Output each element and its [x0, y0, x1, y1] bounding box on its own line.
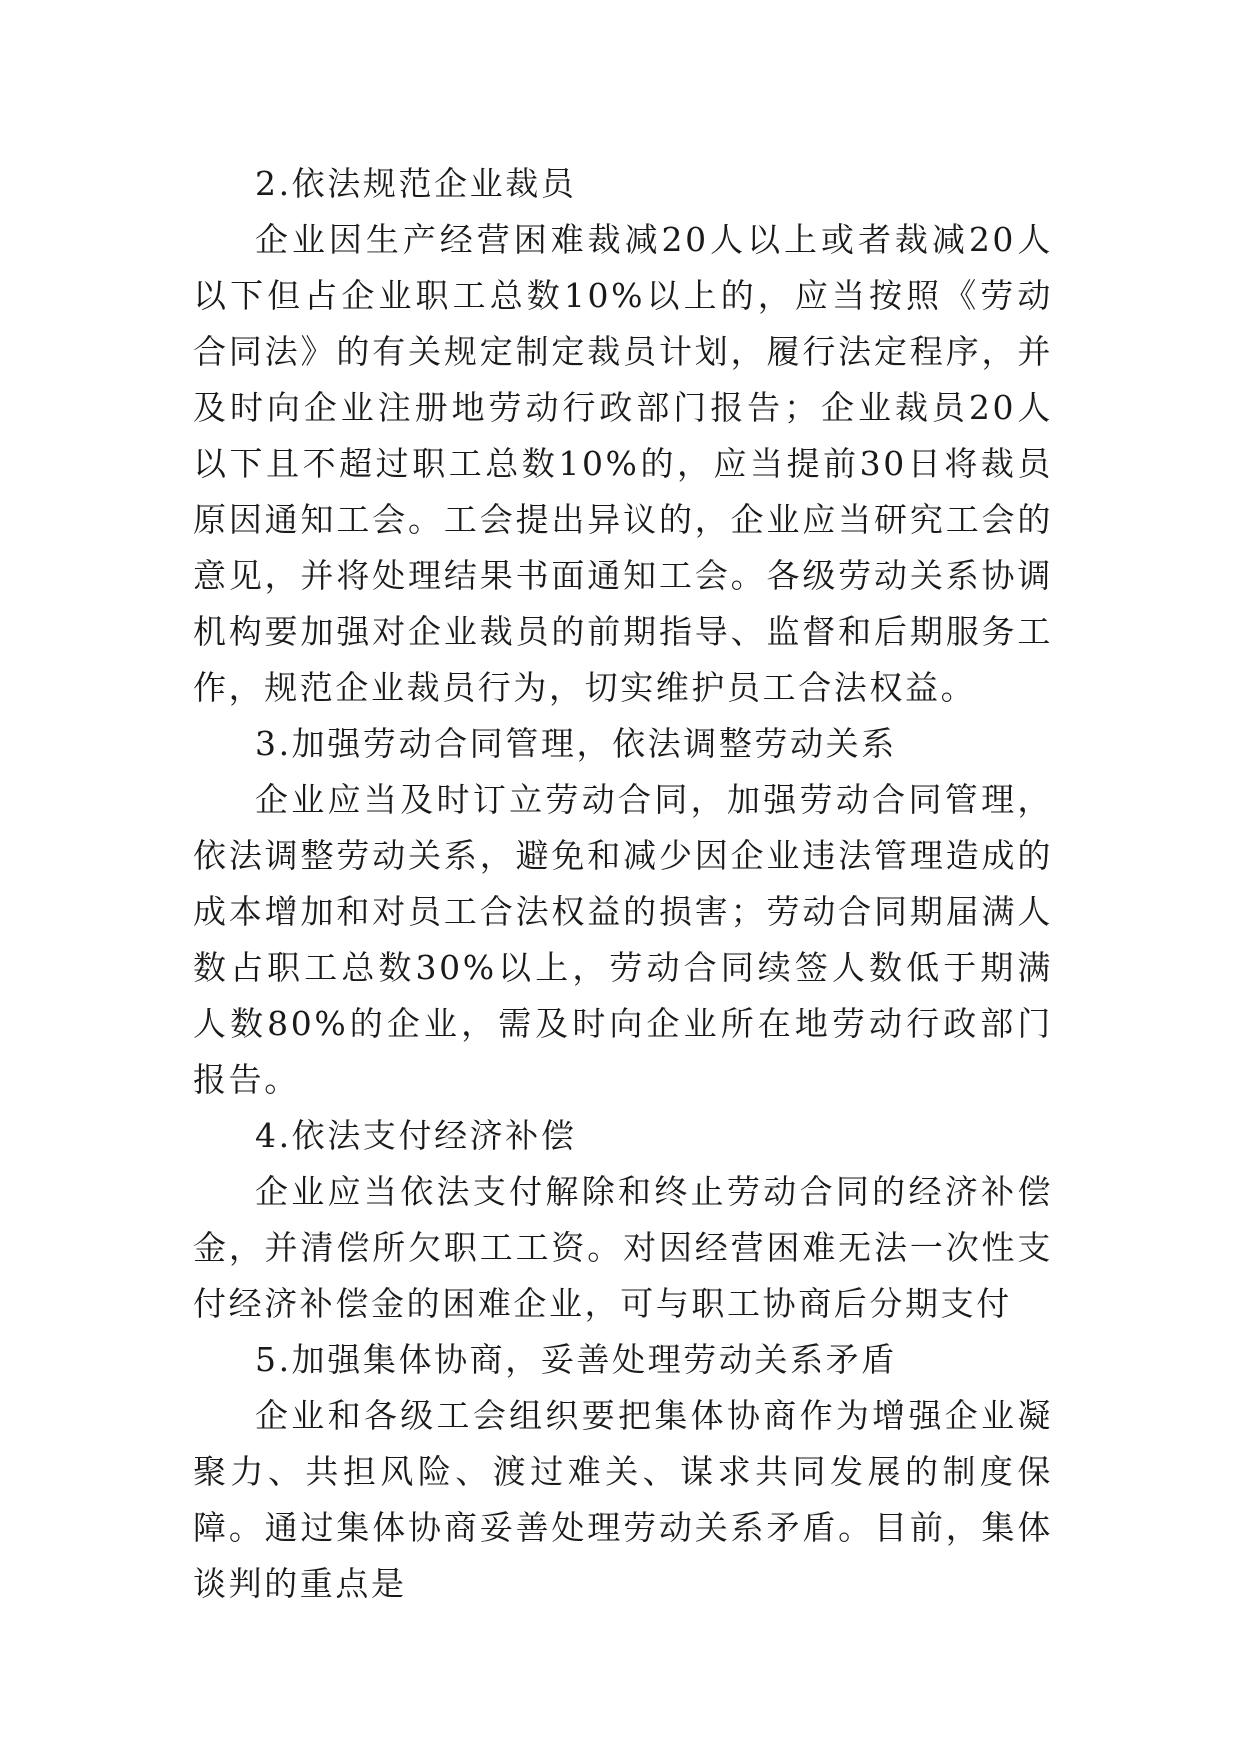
section-heading-3: 3.加强劳动合同管理，依法调整劳动关系 — [255, 724, 897, 763]
paragraph-labor-contract: 企业应当及时订立劳动合同，加强劳动合同管理，依法调整劳动关系，避免和减少因企业违法管理造成的成本增加和对员工合法权益的损害；劳动合同期届满人数占职工总数30%以上，劳动合同续签人数低于期满人数80%的企业，需及时向企业所在地劳动行政部门报告。 — [193, 780, 1053, 1099]
paragraph-layoffs: 企业因生产经营困难裁减20人以上或者裁减20人以下但占企业职工总数10%以上的，应当按照《劳动合同法》的有关规定制定裁员计划，履行法定程序，并及时向企业注册地劳动行政部门报告；企业裁员20人以下且不超过职工总数10%的，应当提前30日将裁员原因通知工会。工会提出异议的，企业应当研究工会的意见，并将处理结果书面通知工会。各级劳动关系协调机构要加强对企业裁员的前期指导、监督和后期服务工作，规范企业裁员行为，切实维护员工合法权益。 — [193, 220, 1053, 707]
section-heading-4: 4.依法支付经济补偿 — [255, 1116, 577, 1155]
section-heading-2: 2.依法规范企业裁员 — [255, 164, 577, 203]
document-body — [193, 156, 1053, 1612]
paragraph-compensation: 企业应当依法支付解除和终止劳动合同的经济补偿金，并清偿所欠职工工资。对因经营困难无法一次性支付经济补偿金的困难企业，可与职工协商后分期支付 — [193, 1172, 1053, 1323]
paragraph-collective-bargaining: 企业和各级工会组织要把集体协商作为增强企业凝聚力、共担风险、渡过难关、谋求共同发展的制度保障。通过集体协商妥善处理劳动关系矛盾。目前，集体谈判的重点是 — [193, 1396, 1053, 1603]
section-heading-5: 5.加强集体协商，妥善处理劳动关系矛盾 — [255, 1340, 897, 1379]
